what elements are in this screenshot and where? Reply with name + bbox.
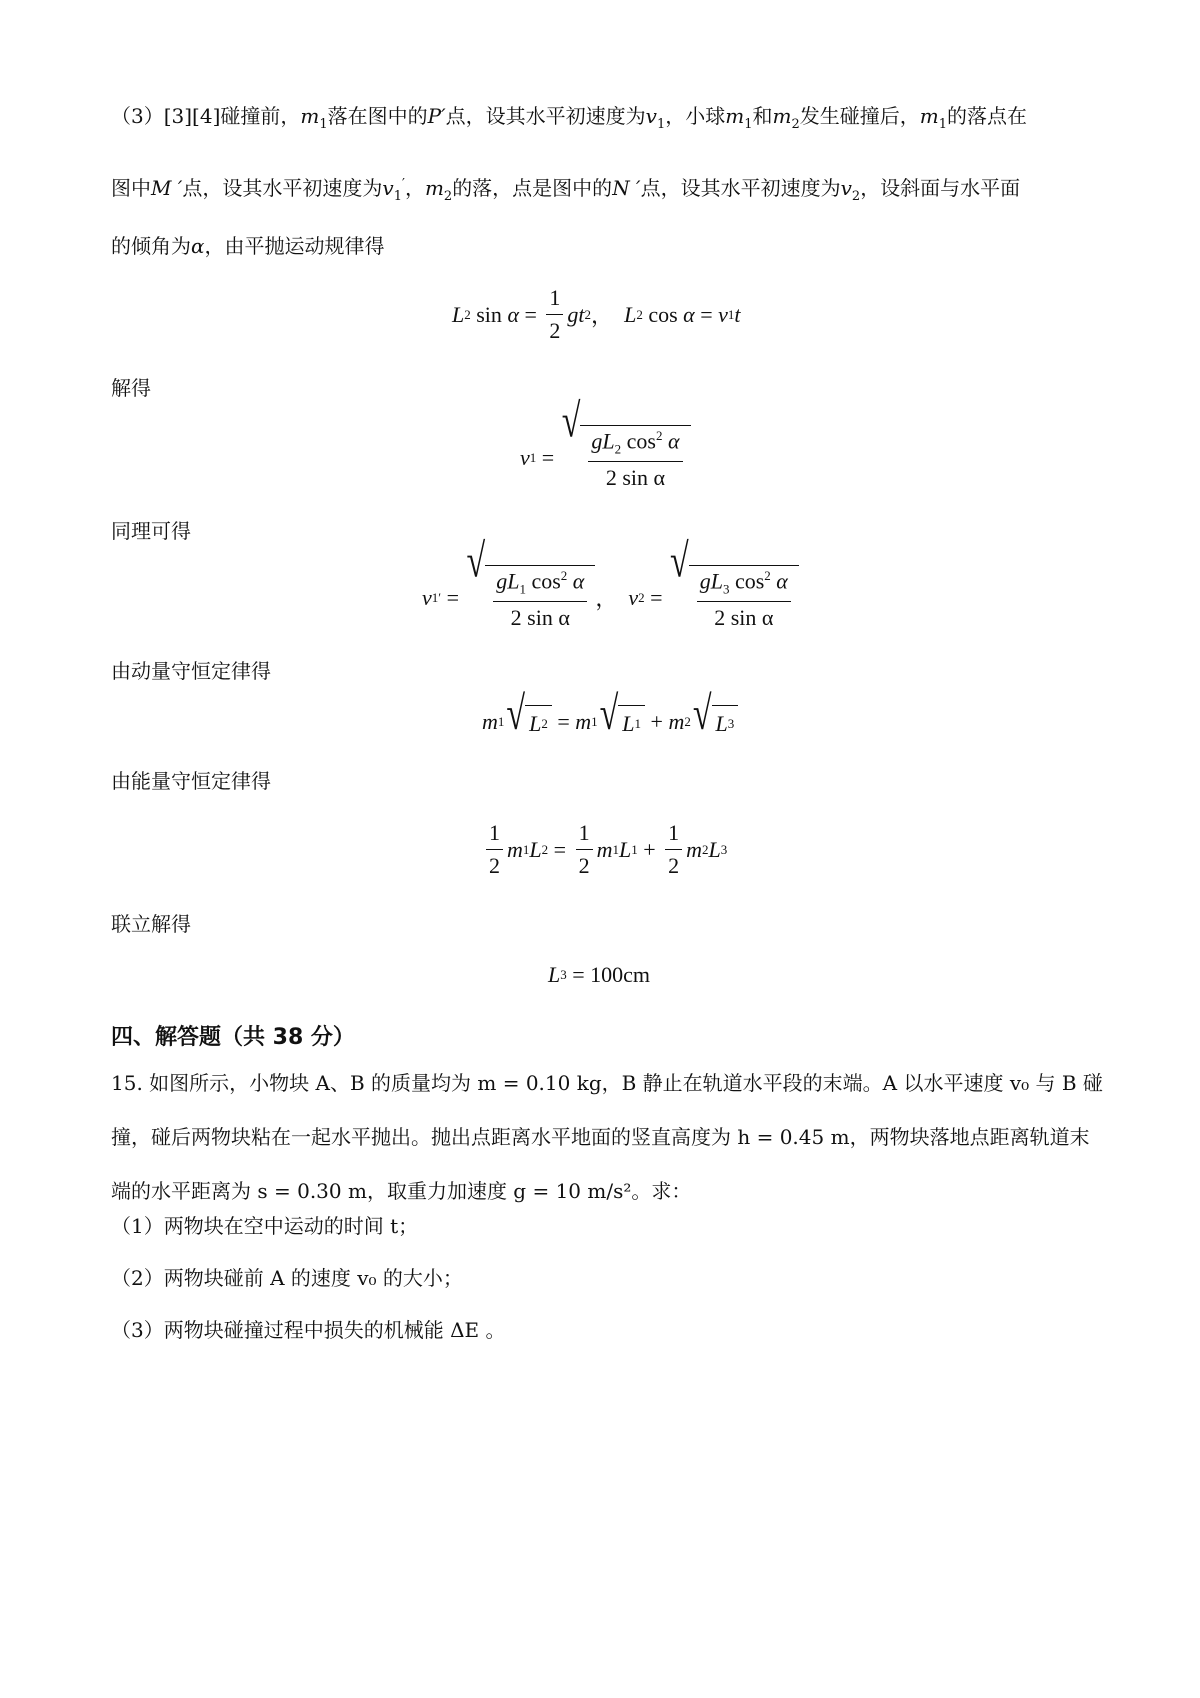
equation-energy: $\frac{1}{2}$ m 1 L 2 = $\frac{1}{2}$ m 1 L 1 + $\frac{1}{2}$ m 2 L 3 <box>482 820 727 879</box>
equation-result: L 3 = 100cm <box>548 962 651 987</box>
question-2: （2）两物块碰前 A 的速度 v₀ 的大小； <box>111 1266 463 1290</box>
equation-v1prime-v2: v 1 ′ = √ $\frac{gL_1 \cos^2 \alpha}{\text{2 sin α}}$ ， v 2 = √ $\frac{gL_3 \cos^2 \alpha}{\text{2 sin α}}$ <box>422 565 799 631</box>
label-combine: 联立解得 <box>111 912 191 936</box>
label-energy: 由能量守恒定律得 <box>111 769 271 793</box>
intro-line-3: 的倾角为α，由平抛运动规律得 <box>111 234 385 258</box>
section-heading: 四、解答题（共 38 分） <box>111 1025 355 1050</box>
label-solve: 解得 <box>111 376 151 400</box>
label-momentum: 由动量守恒定律得 <box>111 659 271 683</box>
intro-line-1: （3）[3][4]碰撞前，$m_1$落在图中的P′点，设其水平初速度为$v_1$，小球$m_1$和$m_2$发生碰撞后，$m_1$的落点在 <box>111 104 1027 132</box>
intro-line-2: 图中M ′点，设其水平初速度为$v_1'$，$m_2$的落，点是图中的N ′点，设其水平初速度为$v_2$，设斜面与水平面 <box>111 176 1021 204</box>
problem-statement: 15. 如图所示，小物块 A、B 的质量均为 m = 0.10 kg，B 静止在轨道水平段的末端。A 以水平速度 v₀ 与 B 碰撞，碰后两物块粘在一起水平抛出。抛出点距离水平地面的竖直高度为 h = 0.45 m，两物块落地点距离轨道末端的水平距离为 s = 0.30 m，取重力加速度 g = 10 m/s²。求： <box>111 1071 1103 1203</box>
equation-momentum: m 1 √ L 2 = m 1 √ L 1 + m 2 √ L 3 <box>482 705 738 739</box>
label-similarly: 同理可得 <box>111 519 191 543</box>
equation-v1: v 1 = √ $\frac{gL_2 \cos^2 \alpha}{\text{2 sin α}}$ <box>520 425 691 491</box>
question-3: （3）两物块碰撞过程中损失的机械能 ΔE 。 <box>111 1318 506 1342</box>
question-1: （1）两物块在空中运动的时间 t； <box>111 1214 419 1238</box>
equation-projectile: L 2 sin α = $\frac{1}{2}$ gt 2 ， L 2 cos α = v 1 t <box>452 285 741 343</box>
